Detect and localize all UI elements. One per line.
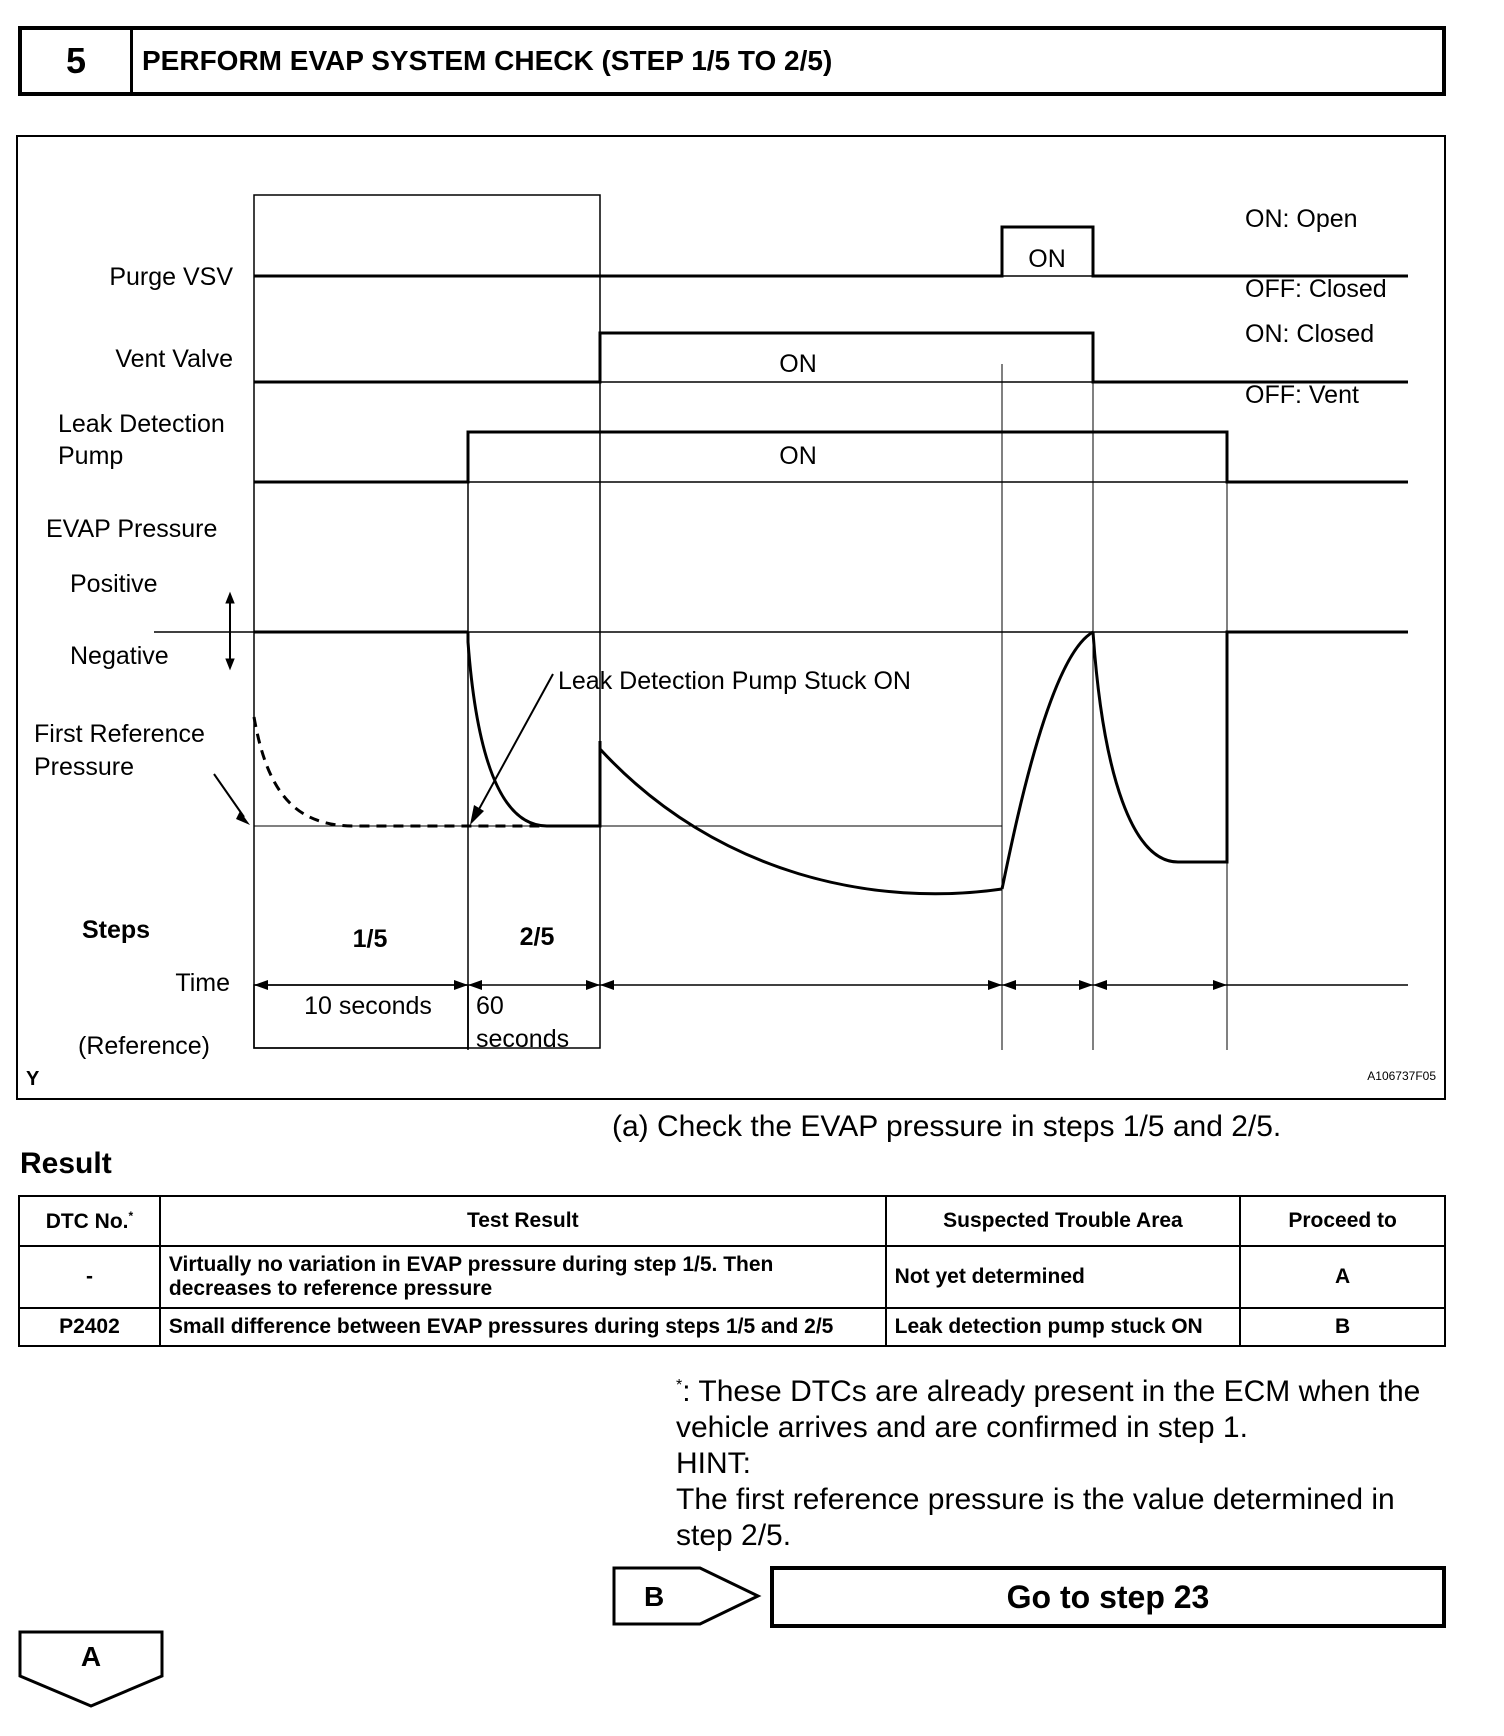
- annotation-stuck-on: Leak Detection Pump Stuck ON: [558, 667, 911, 695]
- hint-text: The first reference pressure is the value determined in step 2/5.: [676, 1483, 1395, 1552]
- cell-dtc: P2402: [19, 1308, 160, 1346]
- corner-mark: Y: [26, 1068, 40, 1090]
- step-2-time-1: 60: [476, 992, 504, 1020]
- reference-label: (Reference): [78, 1032, 210, 1060]
- header-dtc: DTC No.*: [19, 1196, 160, 1246]
- go-to-step-button[interactable]: Go to step 23: [770, 1566, 1446, 1628]
- branch-b-arrow[interactable]: [612, 1566, 762, 1626]
- result-table: [18, 1195, 1446, 1347]
- label-ldp-1: Leak Detection: [58, 410, 225, 438]
- label-first-ref-1: First Reference: [34, 720, 205, 748]
- label-positive: Positive: [70, 570, 158, 598]
- timing-diagram: [16, 135, 1446, 1100]
- header-test-result: Test Result: [160, 1196, 886, 1246]
- branch-a-label: A: [80, 1641, 102, 1672]
- label-vent-valve: Vent Valve: [115, 345, 233, 373]
- header-trouble-area: Suspected Trouble Area: [886, 1196, 1241, 1246]
- ldp-on-label: ON: [779, 442, 817, 470]
- evap-pressure-step2: [468, 632, 600, 826]
- label-purge-vsv: Purge VSV: [109, 263, 233, 291]
- cell-result: Small difference between EVAP pressures during steps 1/5 and 2/5: [160, 1308, 886, 1346]
- figure-id: A106737F05: [1367, 1069, 1436, 1083]
- step-number: 5: [22, 30, 133, 92]
- steps-label: Steps: [82, 916, 151, 944]
- step-2-label: 2/5: [519, 923, 555, 951]
- table-header-row: [19, 1196, 1445, 1246]
- state-off-vent: OFF: Vent: [1245, 381, 1359, 409]
- step-2-time-2: seconds: [476, 1025, 570, 1053]
- purge-vsv-signal: [254, 227, 1408, 276]
- footnote: [676, 1368, 1456, 1554]
- branch-a-arrow[interactable]: [18, 1630, 168, 1710]
- hint-label: HINT:: [676, 1447, 751, 1480]
- evap-pressure-decay: [600, 749, 1002, 894]
- header-proceed: Proceed to: [1240, 1196, 1445, 1246]
- cell-dtc: -: [19, 1246, 160, 1308]
- vent-on-label: ON: [779, 350, 817, 378]
- step-title: PERFORM EVAP SYSTEM CHECK (STEP 1/5 TO 2/5): [142, 45, 833, 76]
- purge-on-label: ON: [1028, 245, 1066, 273]
- state-off-closed: OFF: Closed: [1245, 275, 1387, 303]
- label-ldp-2: Pump: [58, 442, 124, 470]
- evap-pressure-stuck-on: [254, 717, 548, 826]
- step-1-time: 10 seconds: [304, 992, 432, 1020]
- label-negative: Negative: [70, 642, 169, 670]
- step-1-label: 1/5: [352, 925, 388, 953]
- ldp-signal: [254, 432, 1408, 482]
- state-on-closed: ON: Closed: [1245, 320, 1375, 348]
- time-label: Time: [175, 969, 230, 997]
- cell-area: Leak detection pump stuck ON: [886, 1308, 1241, 1346]
- cell-proceed: B: [1240, 1308, 1445, 1346]
- evap-pressure-purge: [1002, 632, 1093, 889]
- branch-b-label: B: [644, 1581, 665, 1612]
- step-header: [18, 26, 1446, 96]
- step-caption: (a) Check the EVAP pressure in steps 1/5 and 2/5.: [612, 1110, 1282, 1143]
- vent-valve-signal: [254, 333, 1408, 382]
- label-first-ref-2: Pressure: [34, 753, 135, 781]
- cell-result: Virtually no variation in EVAP pressure during step 1/5. Then decreases to reference pressure: [160, 1246, 886, 1308]
- state-on-open: ON: Open: [1245, 205, 1358, 233]
- label-evap-pressure: EVAP Pressure: [46, 515, 218, 543]
- result-heading: Result: [20, 1147, 112, 1180]
- table-row: [19, 1308, 1445, 1346]
- cell-proceed: A: [1240, 1246, 1445, 1308]
- step-1-5-window: [254, 195, 600, 1048]
- table-row: [19, 1246, 1445, 1308]
- evap-pressure-final: [1093, 632, 1408, 862]
- cell-area: Not yet determined: [886, 1246, 1241, 1308]
- footnote-text: *: These DTCs are already present in the ECM when the vehicle arrives and are confirmed in step 1.: [676, 1375, 1421, 1444]
